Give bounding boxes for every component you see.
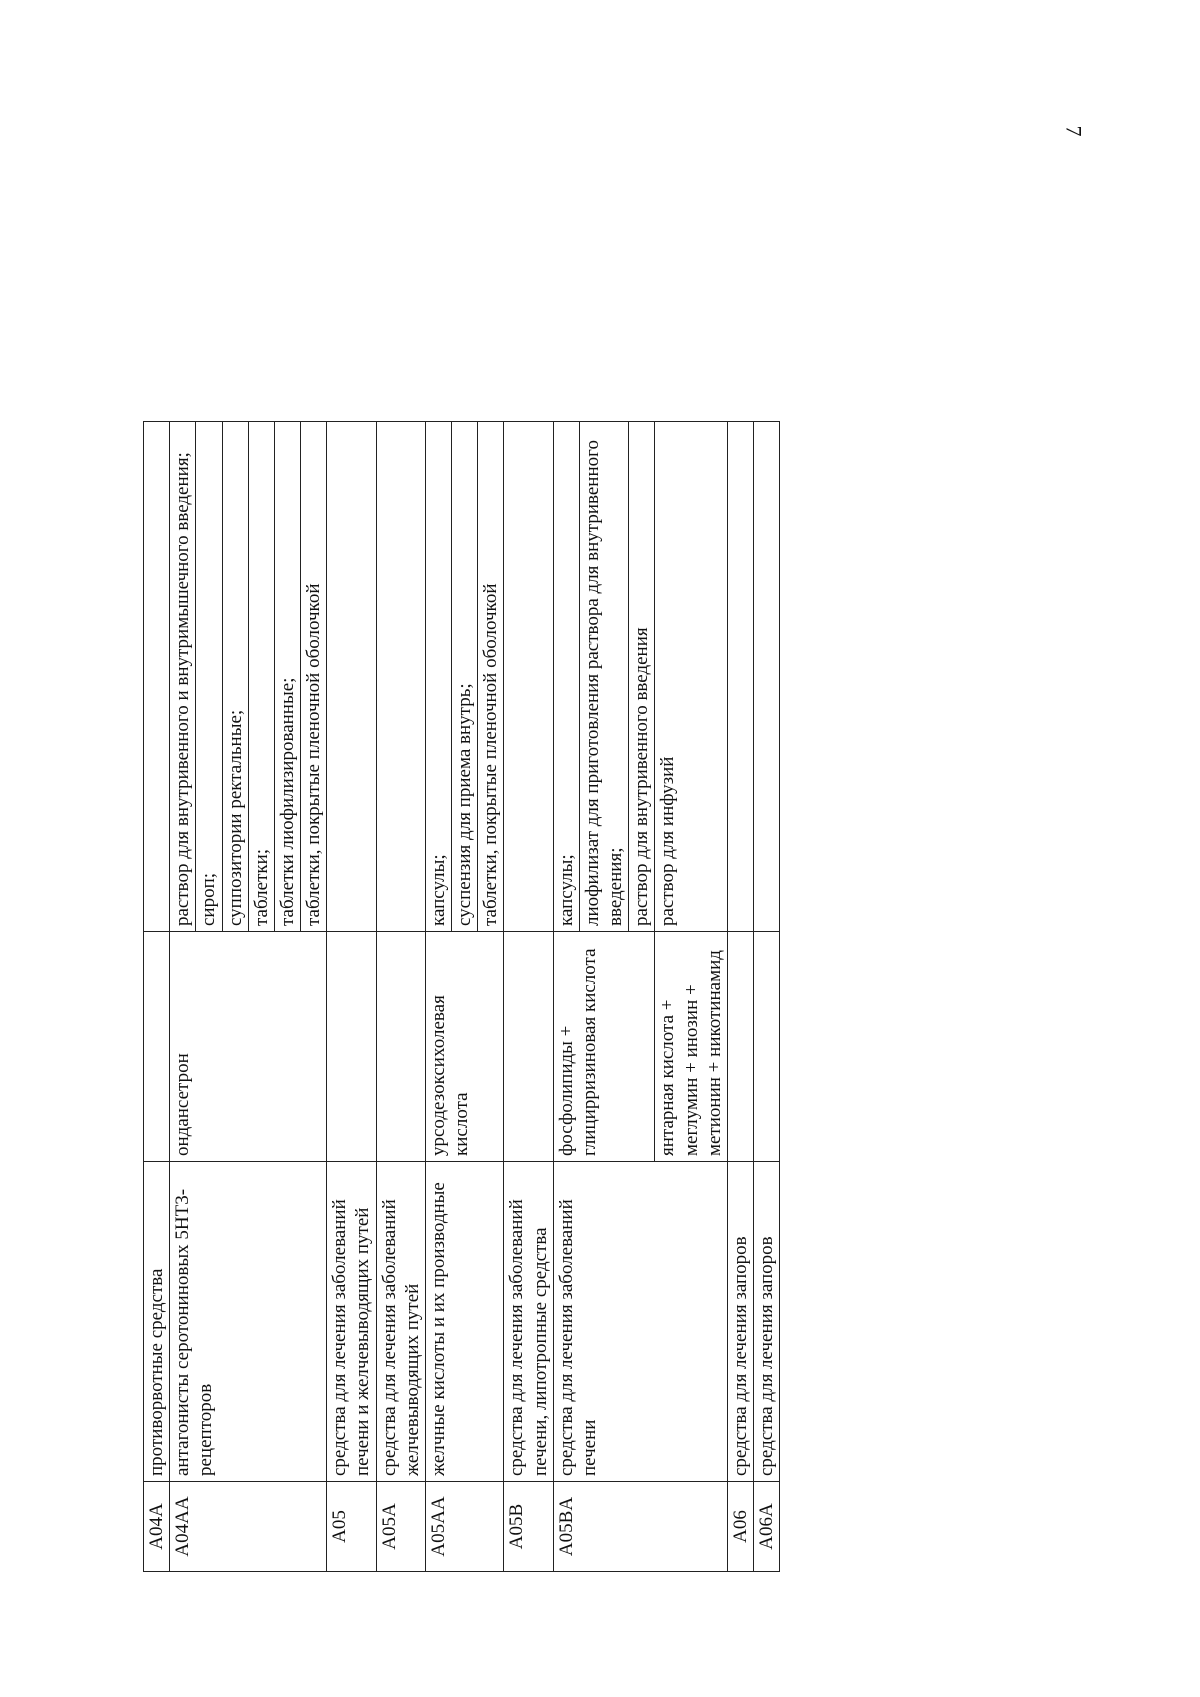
dosage-forms [504, 422, 553, 932]
dosage-form: лиофилизат для приготовления раствора для внутривенного введения; [579, 422, 628, 931]
atc-code: A06A [754, 1482, 780, 1572]
drug-name [754, 932, 780, 1162]
group-name: средства для лечения запоров [754, 1162, 780, 1482]
dosage-form: раствор для внутривенного и внутримышечного введения; [170, 422, 196, 931]
table-row [327, 422, 376, 1572]
group-name: противорвотные средства [144, 1162, 170, 1482]
drug-name [144, 932, 170, 1162]
atc-code: A04AA [170, 1482, 327, 1572]
dosage-form: таблетки, покрытые пленочной оболочкой [480, 583, 502, 926]
drug-name [376, 932, 425, 1162]
dosage-form: суспензия для приема внутрь; [452, 422, 478, 931]
atc-code: A05AA [425, 1482, 504, 1572]
drug-name [327, 932, 376, 1162]
dosage-forms [553, 422, 655, 932]
table-row [727, 422, 753, 1572]
dosage-form: капсулы; [554, 422, 580, 931]
group-name: средства для лечения заболеваний печени и желчевыводящих путей [327, 1162, 376, 1482]
dosage-form: сироп; [196, 422, 222, 931]
atc-code: A06 [727, 1482, 753, 1572]
dosage-forms [727, 422, 753, 932]
drug-name: ондансетрон [170, 932, 327, 1162]
dosage-form: таблетки лиофилизированные; [274, 422, 300, 931]
atc-table [143, 421, 780, 1572]
table-row [144, 422, 170, 1572]
dosage-forms [170, 422, 327, 932]
dosage-forms [425, 422, 504, 932]
atc-code: A05A [376, 1482, 425, 1572]
table-row [504, 422, 553, 1572]
atc-code: A05BA [553, 1482, 727, 1572]
group-name: средства для лечения заболеваний печени [553, 1162, 727, 1482]
group-name: средства для лечения заболеваний желчевыводящих путей [376, 1162, 425, 1482]
drug-name: урсодезоксихолевая кислота [425, 932, 504, 1162]
group-name: желчные кислоты и их производные [425, 1162, 504, 1482]
drug-name: фосфолипиды + глицирризиновая кислота [553, 932, 655, 1162]
table-row [425, 422, 504, 1572]
drug-name [727, 932, 753, 1162]
table-row [170, 422, 327, 1572]
atc-code: A05 [327, 1482, 376, 1572]
group-name: антагонисты серотониновых 5HT3-рецепторов [170, 1162, 327, 1482]
dosage-forms [144, 422, 170, 932]
table-row [754, 422, 780, 1572]
atc-code: A05B [504, 1482, 553, 1572]
page-number: 7 [1061, 125, 1087, 137]
drug-name [504, 932, 553, 1162]
dosage-form: суппозитории ректальные; [222, 422, 248, 931]
table-row [376, 422, 425, 1572]
drug-name: янтарная кислота + меглумин + инозин + метионин + никотинамид [655, 932, 728, 1162]
group-name: средства для лечения запоров [727, 1162, 753, 1482]
dosage-form: раствор для внутривенного введения [631, 627, 653, 926]
table-row [553, 422, 655, 1572]
group-name: средства для лечения заболеваний печени, липотропные средства [504, 1162, 553, 1482]
dosage-forms [376, 422, 425, 932]
dosage-forms [327, 422, 376, 932]
dosage-form: таблетки, покрытые пленочной оболочкой [303, 583, 325, 926]
atc-table-rotated [143, 422, 1068, 1572]
dosage-form: капсулы; [426, 422, 452, 931]
dosage-forms [754, 422, 780, 932]
dosage-form: раствор для инфузий [655, 422, 728, 932]
atc-code: A04A [144, 1482, 170, 1572]
dosage-form: таблетки; [248, 422, 274, 931]
